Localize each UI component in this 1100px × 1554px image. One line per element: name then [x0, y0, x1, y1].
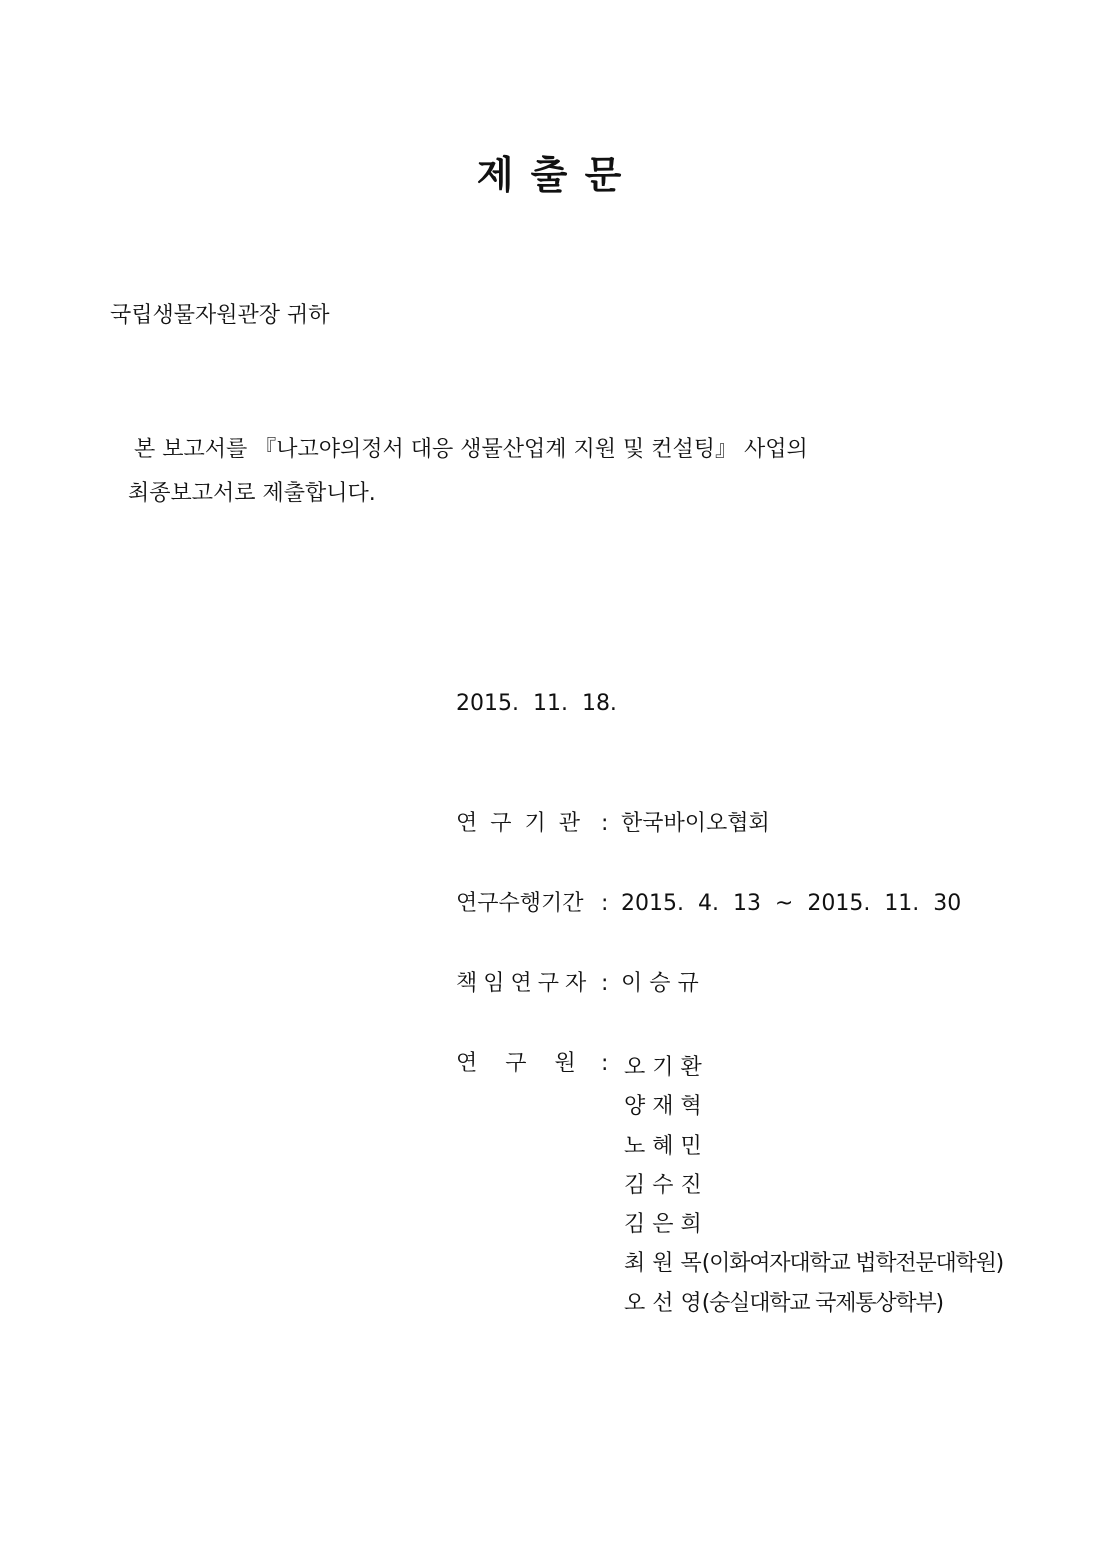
pi-label: 책임연구자 [456, 971, 593, 996]
researcher-affiliation: (이화여자대학교 법학전문대학원) [701, 1251, 1004, 1277]
researcher-name: 오 선 영 [624, 1290, 702, 1316]
researcher-name: 김 은 희 [624, 1212, 702, 1238]
researcher-name: 노 혜 민 [624, 1133, 702, 1159]
researchers-label: 연 구 원 [456, 1051, 576, 1076]
list-item [624, 1166, 1003, 1205]
researcher-name: 김 수 진 [624, 1172, 702, 1198]
institution-label: 연 구 기 관 [456, 811, 583, 836]
researcher-affiliation: (숭실대학교 국제통상학부) [701, 1290, 943, 1316]
statement-line-2: 최종보고서로 제출합니다. [128, 481, 376, 506]
submission-statement [128, 428, 1028, 516]
researchers-list [624, 1048, 1003, 1323]
colon: : [601, 1051, 609, 1076]
pi-row [456, 968, 699, 1000]
period-value: 2015. 4. 13 ~ 2015. 11. 30 [621, 891, 962, 916]
addressee: 국립생물자원관장 귀하 [110, 303, 330, 328]
submission-date: 2015. 11. 18. [456, 691, 617, 716]
institution-row [456, 808, 770, 840]
period-row [456, 888, 961, 920]
colon: : [601, 971, 609, 996]
pi-value: 이 승 규 [621, 971, 699, 996]
list-item [624, 1244, 1003, 1283]
list-item [624, 1048, 1003, 1087]
statement-line-1: 본 보고서를 『나고야의정서 대응 생물산업계 지원 및 컨설팅』 사업의 [134, 437, 808, 462]
researcher-name: 오 기 환 [624, 1055, 702, 1080]
researcher-name: 최 원 목 [624, 1251, 702, 1277]
list-item [624, 1087, 1003, 1126]
colon: : [601, 891, 609, 916]
list-item [624, 1205, 1003, 1244]
institution-value: 한국바이오협회 [621, 811, 770, 836]
list-item [624, 1127, 1003, 1166]
page-title: 제 출 문 [476, 153, 624, 197]
researcher-name: 양 재 혁 [624, 1094, 702, 1120]
researchers-row [456, 1048, 621, 1080]
period-label: 연구수행기간 [456, 891, 584, 916]
list-item [624, 1284, 1003, 1323]
colon: : [601, 811, 609, 836]
